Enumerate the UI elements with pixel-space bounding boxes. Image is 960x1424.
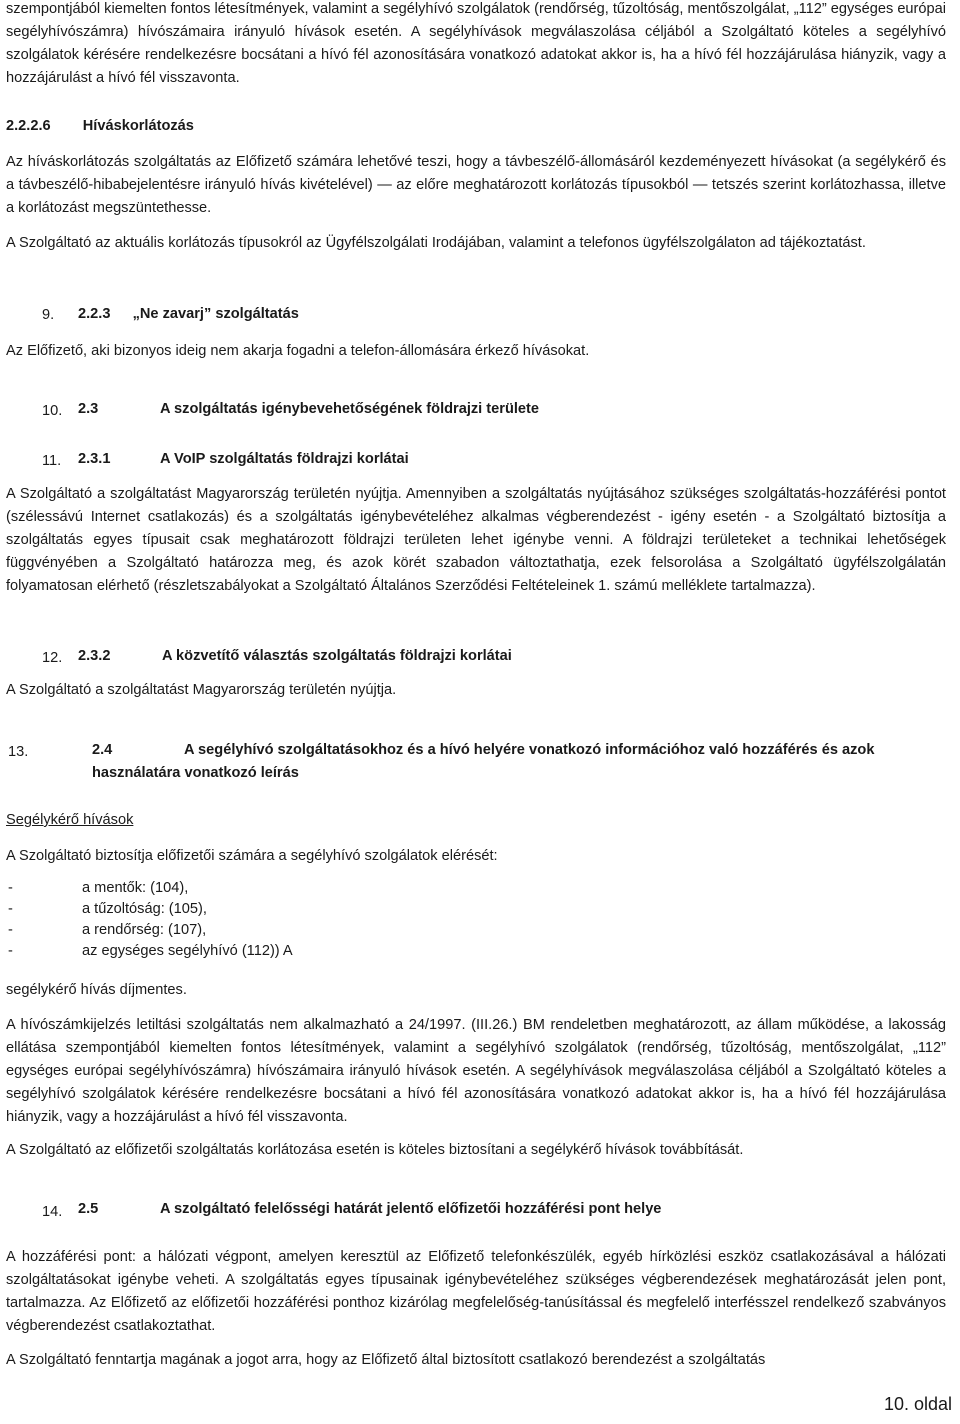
- section-2226-paragraph-2: A Szolgáltató az aktuális korlátozás típusokról az Ügyfélszolgálati Irodájában, valamint a telefonos ügyfélszolgálaton ad tájékoztatást.: [6, 235, 866, 251]
- page-number: 10. oldal: [883, 1394, 952, 1414]
- section-223-heading: [78, 304, 299, 324]
- title-line-1-text: A segélyhívó szolgáltatásokhoz és a hívó helyére vonatkozó információhoz való hozzáférés és azok: [184, 742, 875, 758]
- emergency-number-list: [8, 878, 293, 962]
- section-24-title-line-2: használatára vonatkozó leírás: [92, 765, 299, 781]
- section-number: 2.2.2.6: [6, 118, 51, 134]
- list-number: 13.: [8, 744, 29, 760]
- section-2226-heading: [6, 116, 194, 136]
- restriction-paragraph: A Szolgáltató az előfizetői szolgáltatás korlátozása esetén is köteles biztosítani a segélykérő hívások továbbítását.: [6, 1142, 744, 1158]
- section-25-paragraph-1: A hozzáférési pont: a hálózati végpont, amelyen keresztül az Előfizető telefonkészülék, egyéb hírközlési eszköz csatlakozásával a hálózati szolgáltatásokat igénybe veheti. A szolgáltatás egyes típusainak igénybevételéhez szükséges végberendezések meghatározását jelen pont, tartalmazza. Az Előfizető az előfizetői hozzáférési ponthoz kizárólag megfelelőség-tanúsítással és megfelelő interfésszel rendelkező szabványos végberendezést csatlakoztathat.: [6, 1249, 946, 1334]
- list-number: 9.: [42, 307, 55, 323]
- section-25-title: A szolgáltató felelősségi határát jelentő előfizetői hozzáférési pont helye: [160, 1201, 662, 1217]
- list-number: 10.: [42, 403, 63, 419]
- list-item: - az egységes segélyhívó (112)) A: [8, 941, 293, 962]
- emergency-heading: Segélykérő hívások: [6, 812, 134, 828]
- list-number: 12.: [42, 650, 63, 666]
- list-item: - a mentők: (104),: [8, 878, 293, 899]
- list-number: 11.: [42, 453, 62, 469]
- section-number: 2.3.1: [78, 451, 111, 467]
- section-25-paragraph-2: A Szolgáltató fenntartja magának a jogot arra, hogy az Előfizető által biztosított csatlakozó berendezést a szolgáltatás: [6, 1352, 766, 1368]
- section-title: Híváskorlátozás: [82, 118, 194, 134]
- section-23-title: A szolgáltatás igénybevehetőségének földrajzi területe: [160, 401, 540, 417]
- section-number: 2.3.2: [78, 648, 111, 664]
- section-number: 2.5: [78, 1201, 99, 1217]
- section-title: „Ne zavarj” szolgáltatás: [132, 306, 299, 322]
- section-231-title: A VoIP szolgáltatás földrajzi korlátai: [160, 451, 409, 467]
- list-item: - a rendőrség: (107),: [8, 920, 293, 941]
- section-231-paragraph: A Szolgáltató a szolgáltatást Magyarország területén nyújtja. Amennyiben a szolgáltatás nyújtásához szükséges szolgáltatás-hozzáférési pontot (szélessávú Internet csatlakozás) és a szolgáltatás igénybevételéhez alkalmas végberendezést - igény esetén - a Szolgáltató biztosítja a szolgáltatás egyes típusait csak meghatározott földrajzi területen lehet igénybe venni. A földrajzi területeket a technikai lehetőségek függvényében a Szolgáltató határozza meg, és azok körét szabadon változtathatja, ezek felsorolása a Szolgáltató ügyfélszolgálatán folyamatosan elérhető (részletszabályokat a Szolgáltató Általános Szerződési Feltételeinek 1. számú melléklete tartalmazza).: [6, 486, 946, 594]
- section-number: 2.4: [92, 742, 113, 758]
- section-232-paragraph: A Szolgáltató a szolgáltatást Magyarország területén nyújtja.: [6, 682, 397, 698]
- section-number: 2.2.3: [78, 306, 111, 322]
- section-24-title-line-1: [184, 740, 946, 760]
- intro-paragraph: szempontjából kiemelten fontos létesítmények, valamint a segélyhívó szolgálatok (rendőrség, tűzoltóság, mentőszolgálat, „112” egységes európai segélyhívószámra) hívószámaira irányuló hívások esetén. A segélyhívások megválaszolása céljából a Szolgáltató köteles a segélyhívó szolgálatok kérésére rendelkezésre bocsátani a hívó fél azonosítására vonatkozó adatokat akkor is, ha a hívó fél hozzájárulása hiányzik, vagy a hozzájárulást a hívó fél visszavonta.: [6, 1, 946, 86]
- section-223-paragraph: Az Előfizető, aki bizonyos ideig nem akarja fogadni a telefon-állomására érkező hívásokat.: [6, 343, 590, 359]
- section-2226-paragraph-1: Az híváskorlátozás szolgáltatás az Előfizető számára lehetővé teszi, hogy a távbeszélő-állomásáról kezdeményezett hívásokat (a segélykérő és a távbeszélő-hibabejelentésre irányuló hívás kivételével) — az előre meghatározott korlátozás típusokból — tetszés szerint korlátozhassa, illetve a korlátozást megszüntethesse.: [6, 154, 946, 216]
- callerid-paragraph: A hívószámkijelzés letiltási szolgáltatás nem alkalmazható a 24/1997. (III.26.) BM rendeletben meghatározott, az állam működése, a lakosság ellátása szempontjából kiemelten fontos létesítmények, valamint a segélyhívó szolgálatok (rendőrség, tűzoltóság, mentőszolgálat, „112” egységes európai segélyhívószámra) hívószámaira irányuló hívások esetén. A segélyhívások megválaszolása céljából a Szolgáltató köteles a segélyhívó szolgálatok kérésére rendelkezésre bocsátani a hívó fél azonosítására vonatkozó adatokat akkor is, ha a hívó fél hozzájárulása hiányzik, vagy a hozzájárulást a hívó fél visszavonta.: [6, 1017, 946, 1125]
- list-item: - a tűzoltóság: (105),: [8, 899, 293, 920]
- emergency-intro: A Szolgáltató biztosítja előfizetői számára a segélyhívó szolgálatok elérését:: [6, 848, 498, 864]
- section-number: 2.3: [78, 401, 99, 417]
- list-number: 14.: [42, 1204, 63, 1220]
- emergency-free-note: segélykérő hívás díjmentes.: [6, 982, 187, 998]
- section-232-title: A közvetítő választás szolgáltatás földrajzi korlátai: [162, 648, 512, 664]
